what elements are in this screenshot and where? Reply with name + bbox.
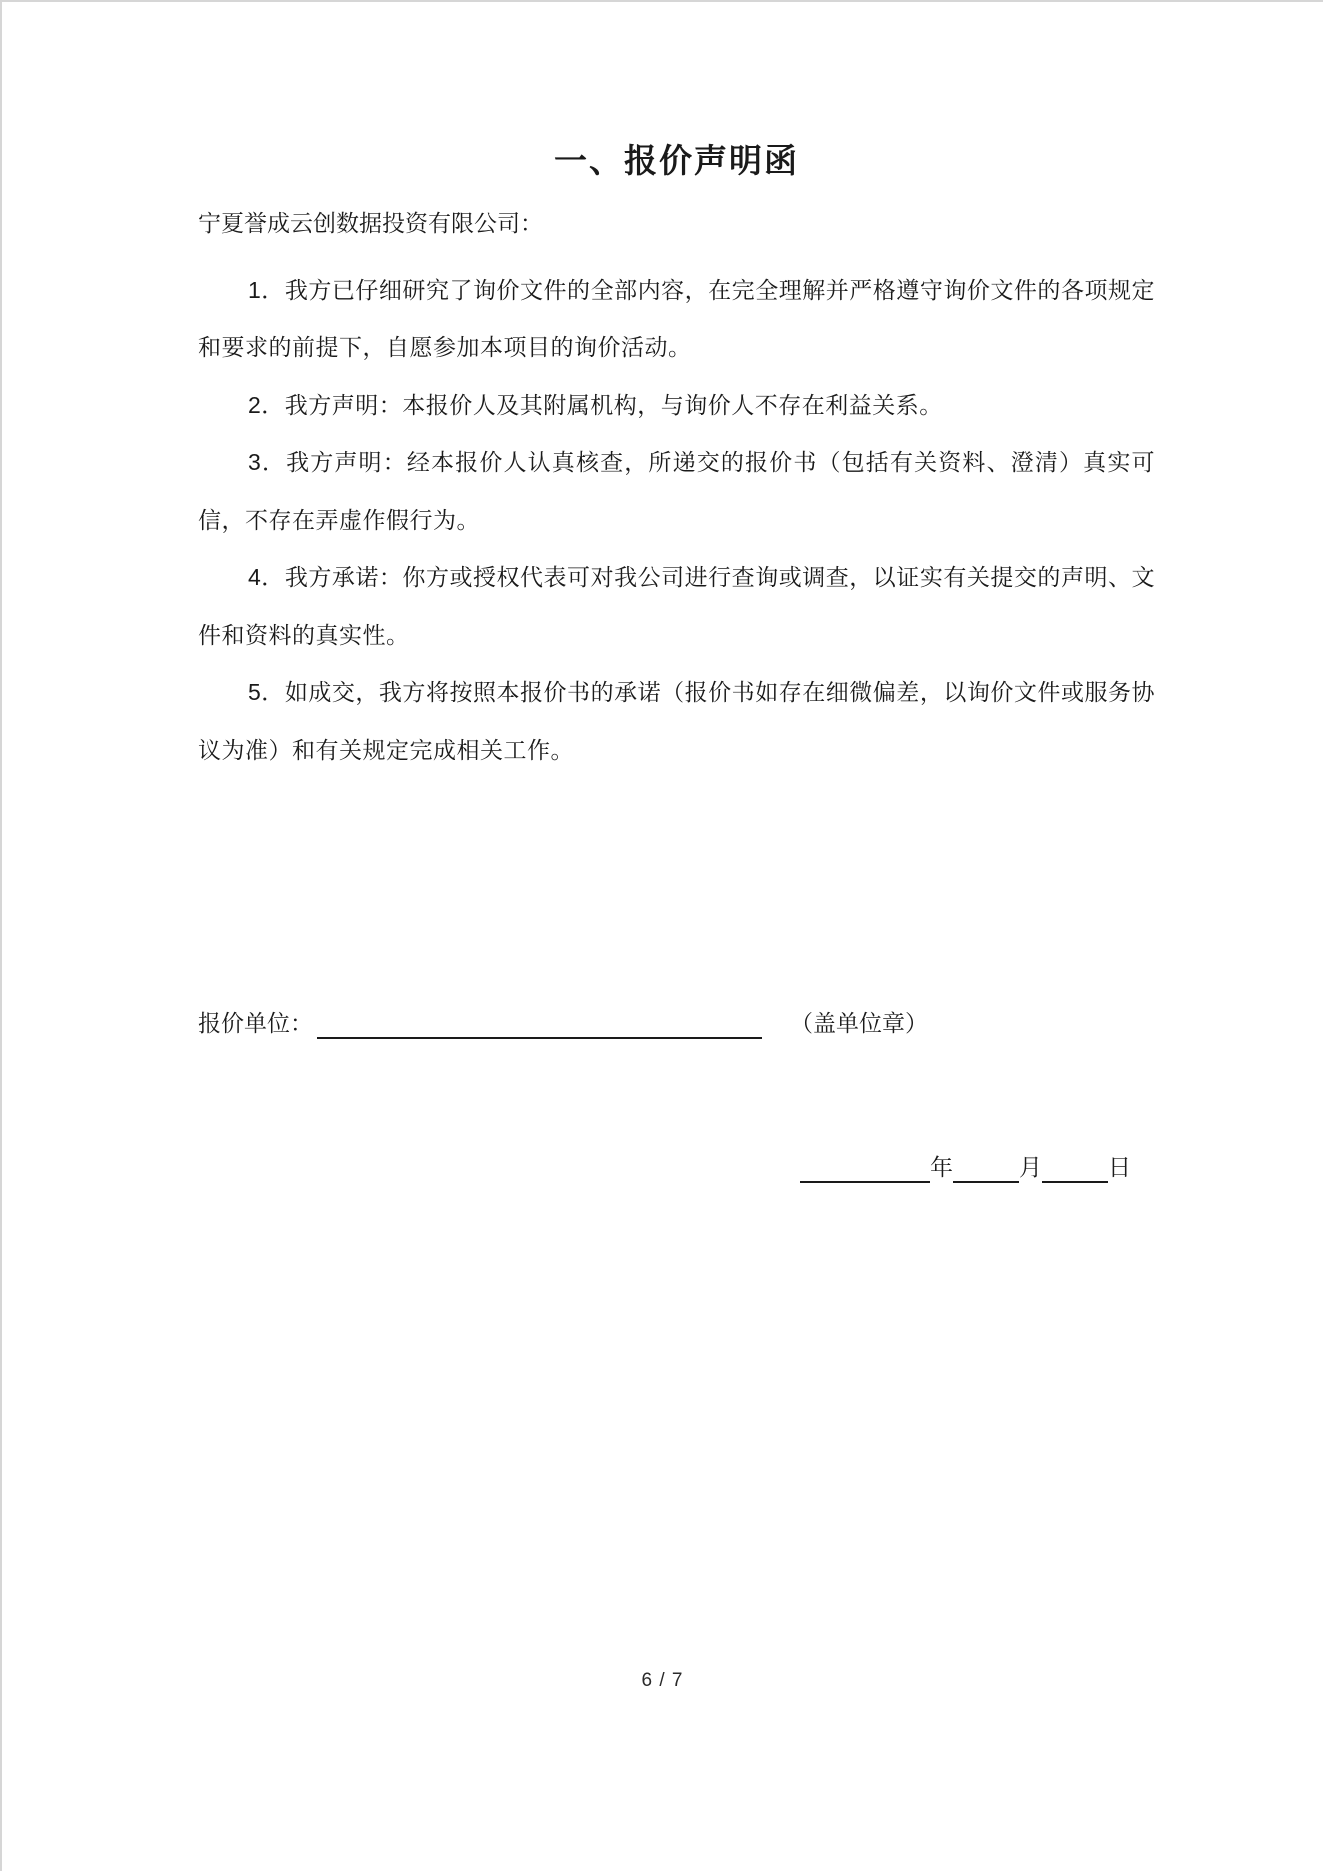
paragraph-4: 4．我方承诺：你方或授权代表可对我公司进行查询或调查，以证实有关提交的声明、文件和资料的真实性。 <box>198 564 1155 648</box>
day-label: 日 <box>1108 1153 1131 1180</box>
signature-label: 报价单位： <box>198 1010 313 1036</box>
day-blank-line <box>1042 1181 1108 1183</box>
paragraph-2: 2．我方声明：本报价人及其附属机构，与询价人不存在利益关系。 <box>248 391 943 418</box>
signature-line <box>198 995 1155 1053</box>
month-blank-line <box>953 1181 1019 1183</box>
document-title: 一、报价声明函 <box>554 142 799 179</box>
year-blank-line <box>800 1181 930 1183</box>
seal-note: （盖单位章） <box>790 1010 928 1036</box>
year-label: 年 <box>930 1153 953 1180</box>
page-number: 6 / 7 <box>641 1670 684 1691</box>
paragraph-5: 5．如成交，我方将按照本报价书的承诺（报价书如存在细微偏差，以询价文件或服务协议为准）和有关规定完成相关工作。 <box>198 679 1155 763</box>
paragraph-3: 3．我方声明：经本报价人认真核查，所递交的报价书（包括有关资料、澄清）真实可信，不存在弄虚作假行为。 <box>198 449 1155 533</box>
month-label: 月 <box>1019 1153 1042 1180</box>
paragraph-1: 1．我方已仔细研究了询价文件的全部内容，在完全理解并严格遵守询价文件的各项规定和要求的前提下，自愿参加本项目的询价活动。 <box>198 276 1155 360</box>
salutation: 宁夏誉成云创数据投资有限公司： <box>198 210 543 236</box>
signature-blank-line <box>317 1037 762 1039</box>
date-line <box>198 1139 1155 1197</box>
